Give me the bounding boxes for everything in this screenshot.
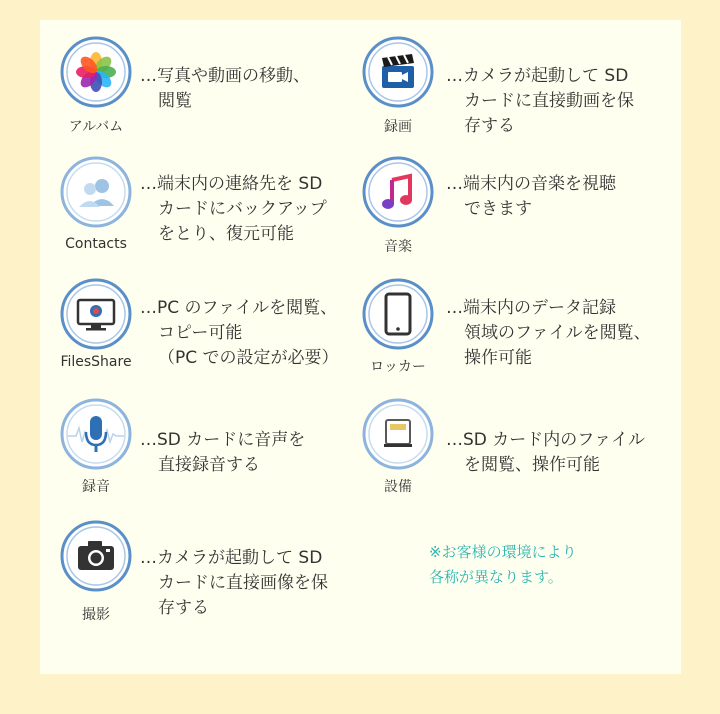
recording-desc-line-2: カードに直接動画を保 bbox=[464, 91, 634, 111]
contacts-desc-line-2: カードにバックアップ bbox=[158, 199, 327, 219]
tablet-locker-icon[interactable] bbox=[362, 278, 434, 350]
environment-note bbox=[429, 540, 577, 590]
locker-desc-line-2: 領域のファイルを閲覧、 bbox=[464, 323, 651, 343]
contacts-description bbox=[140, 172, 327, 247]
album-desc-line-1: …写真や動画の移動、 bbox=[140, 66, 310, 86]
filesshare-desc-line-1: …PC のファイルを閲覧、 bbox=[140, 298, 338, 318]
locker-description bbox=[446, 296, 651, 371]
photo-desc-line-2: カードに直接画像を保 bbox=[158, 573, 328, 593]
voice-desc-line-2: 直接録音する bbox=[158, 455, 260, 475]
filesshare-desc-line-2: コピー可能 bbox=[158, 323, 243, 343]
note-line-2: 各称が異なります。 bbox=[429, 568, 563, 586]
settings-description bbox=[446, 428, 645, 478]
contacts-desc-line-3: をとり、復元可能 bbox=[158, 224, 294, 244]
note-line-1: ※お客様の環境により bbox=[429, 543, 577, 561]
recording-desc-line-3: 存する bbox=[464, 116, 515, 136]
voice-description bbox=[140, 428, 305, 478]
recording-desc-line-1: …カメラが起動して SD bbox=[446, 66, 629, 86]
contacts-people-icon[interactable] bbox=[60, 156, 132, 228]
locker-caption: ロッカー bbox=[370, 359, 426, 375]
photo-desc-line-1: …カメラが起動して SD bbox=[140, 548, 323, 568]
settings-desc-line-1: …SD カード内のファイル bbox=[446, 430, 645, 450]
contacts-caption: Contacts bbox=[65, 236, 127, 252]
recording-caption: 録画 bbox=[384, 119, 412, 135]
album-caption: アルバム bbox=[68, 119, 124, 135]
contacts-desc-line-1: …端末内の連絡先を SD bbox=[140, 174, 323, 194]
photos-flower-icon[interactable] bbox=[60, 36, 132, 108]
filesshare-desc-line-3: （PC での設定が必要） bbox=[158, 348, 339, 368]
music-note-icon[interactable] bbox=[362, 156, 434, 228]
album-description bbox=[140, 64, 310, 114]
recording-description bbox=[446, 64, 634, 139]
voice-caption: 録音 bbox=[82, 479, 110, 495]
monitor-share-icon[interactable] bbox=[60, 278, 132, 350]
music-caption: 音楽 bbox=[384, 239, 412, 255]
video-clapper-icon[interactable] bbox=[362, 36, 434, 108]
music-description bbox=[446, 172, 616, 222]
locker-desc-line-3: 操作可能 bbox=[464, 348, 532, 368]
photo-caption: 撮影 bbox=[82, 607, 110, 623]
album-desc-line-2: 閲覧 bbox=[158, 91, 192, 111]
voice-desc-line-1: …SD カードに音声を bbox=[140, 430, 306, 450]
microphone-icon[interactable] bbox=[60, 398, 132, 470]
lightning-connector-icon[interactable] bbox=[362, 398, 434, 470]
filesshare-caption: FilesShare bbox=[60, 354, 132, 370]
music-desc-line-2: できます bbox=[464, 199, 532, 219]
music-desc-line-1: …端末内の音楽を視聴 bbox=[446, 174, 616, 194]
photo-description bbox=[140, 546, 328, 621]
photo-desc-line-3: 存する bbox=[158, 598, 209, 618]
camera-icon[interactable] bbox=[60, 520, 132, 592]
filesshare-description bbox=[140, 296, 339, 371]
settings-desc-line-2: を閲覧、操作可能 bbox=[464, 455, 600, 475]
locker-desc-line-1: …端末内のデータ記録 bbox=[446, 298, 616, 318]
settings-caption: 設備 bbox=[384, 479, 412, 495]
